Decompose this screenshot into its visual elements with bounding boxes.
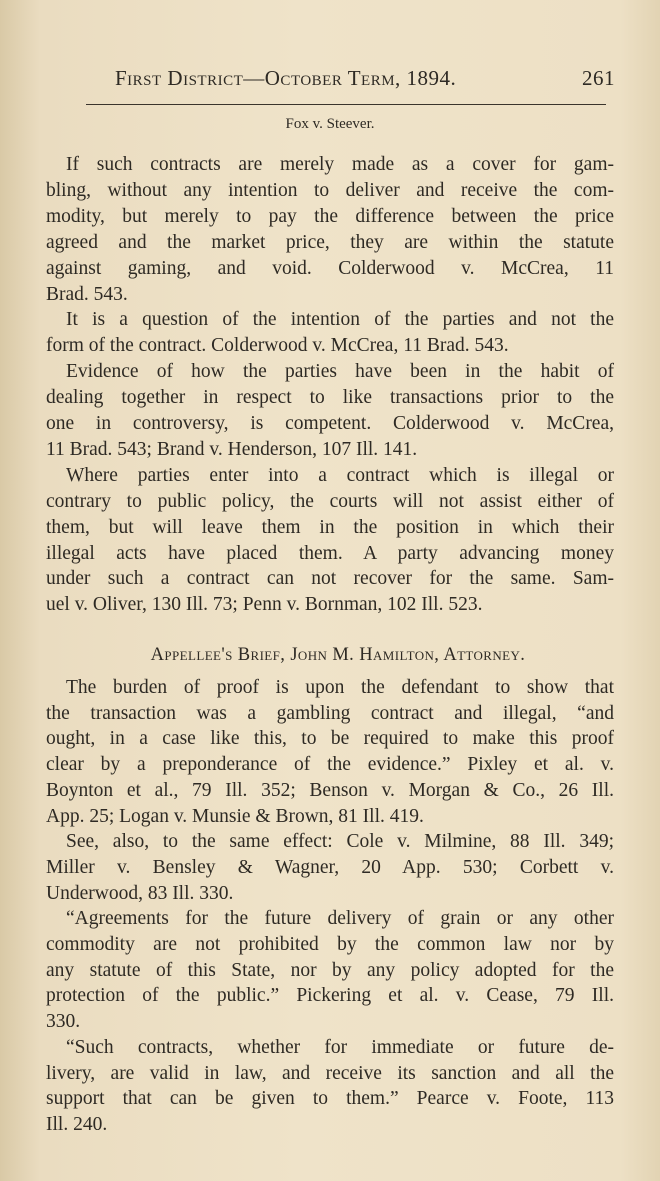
- paragraph-line: Evidence of how the parties have been in the habit of: [66, 361, 614, 383]
- paragraph-line: any statute of this State, nor by any policy adopted for the: [46, 959, 614, 981]
- paragraph-line: Underwood, 83 Ill. 330.: [46, 882, 234, 904]
- paragraph-line: It is a question of the intention of the parties and not the: [66, 309, 614, 331]
- paragraph-line: dealing together in respect to like transactions prior to the: [46, 387, 614, 409]
- header-title: First District—October Term, 1894.: [115, 66, 457, 90]
- paragraph-line: uel v. Oliver, 130 Ill. 73; Penn v. Bornman, 102 Ill. 523.: [46, 594, 483, 616]
- paragraph-line: support that can be given to them.” Pearce v. Foote, 113: [46, 1088, 614, 1110]
- paragraph-line: See, also, to the same effect: Cole v. Milmine, 88 Ill. 349;: [66, 831, 614, 853]
- page-header: [115, 66, 615, 91]
- paragraph-line: livery, are valid in law, and receive its sanction and all the: [46, 1062, 614, 1084]
- paragraph-line: one in controversy, is competent. Colderwood v. McCrea,: [46, 413, 614, 434]
- header-rule: [86, 104, 606, 105]
- paragraph-line: App. 25; Logan v. Munsie & Brown, 81 Ill. 419.: [46, 805, 424, 827]
- paragraph-line: contrary to public policy, the courts will not assist either of: [46, 490, 614, 512]
- paragraph-line: Where parties enter into a contract which is illegal or: [66, 464, 614, 486]
- paragraph-line: “Such contracts, whether for immediate or future de-: [66, 1036, 614, 1058]
- paragraph-line: against gaming, and void. Colderwood v. McCrea, 11: [46, 257, 614, 279]
- paragraph-line: Boynton et al., 79 Ill. 352; Benson v. Morgan & Co., 26 Ill.: [46, 779, 614, 801]
- paragraph-line: If such contracts are merely made as a cover for gam-: [66, 154, 614, 175]
- page-number: 261: [582, 66, 615, 90]
- paragraph-line: under such a contract can not recover for the same. Sam-: [46, 568, 614, 590]
- paragraph-line: bling, without any intention to deliver and receive the com-: [46, 179, 614, 201]
- paragraph-line: protection of the public.” Pickering et al. v. Cease, 79 Ill.: [46, 985, 614, 1007]
- paragraph-line: 11 Brad. 543; Brand v. Henderson, 107 Ill. 141.: [46, 438, 418, 460]
- paragraph-line: illegal acts have placed them. A party advancing money: [46, 542, 614, 564]
- paragraph-line: commodity are not prohibited by the common law nor by: [46, 934, 614, 955]
- paragraph-line: the transaction was a gambling contract and illegal, “and: [46, 702, 614, 724]
- paragraph-line: Brad. 543.: [46, 283, 128, 305]
- paragraph-line: form of the contract. Colderwood v. McCrea, 11 Brad. 543.: [46, 335, 509, 357]
- paragraph-line: 330.: [46, 1011, 81, 1033]
- paragraph-line: clear by a preponderance of the evidence.” Pixley et al. v.: [46, 754, 614, 776]
- paragraph-line: ought, in a case like this, to be required to make this proof: [46, 728, 614, 750]
- running-title: Fox v. Steever.: [285, 116, 375, 132]
- paragraph-line: Miller v. Bensley & Wagner, 20 App. 530; Corbett v.: [46, 856, 614, 878]
- paragraph-line: modity, but merely to pay the difference between the price: [46, 205, 614, 227]
- section-heading: Appellee's Brief, John M. Hamilton, Attorney.: [150, 645, 526, 665]
- paragraph-line: The burden of proof is upon the defendant to show that: [66, 677, 614, 698]
- paragraph-line: “Agreements for the future delivery of grain or any other: [66, 908, 614, 930]
- paragraph-line: them, but will leave them in the position in which their: [46, 516, 614, 538]
- paragraph-line: agreed and the market price, they are within the statute: [46, 231, 614, 253]
- paragraph-line: Ill. 240.: [46, 1113, 108, 1135]
